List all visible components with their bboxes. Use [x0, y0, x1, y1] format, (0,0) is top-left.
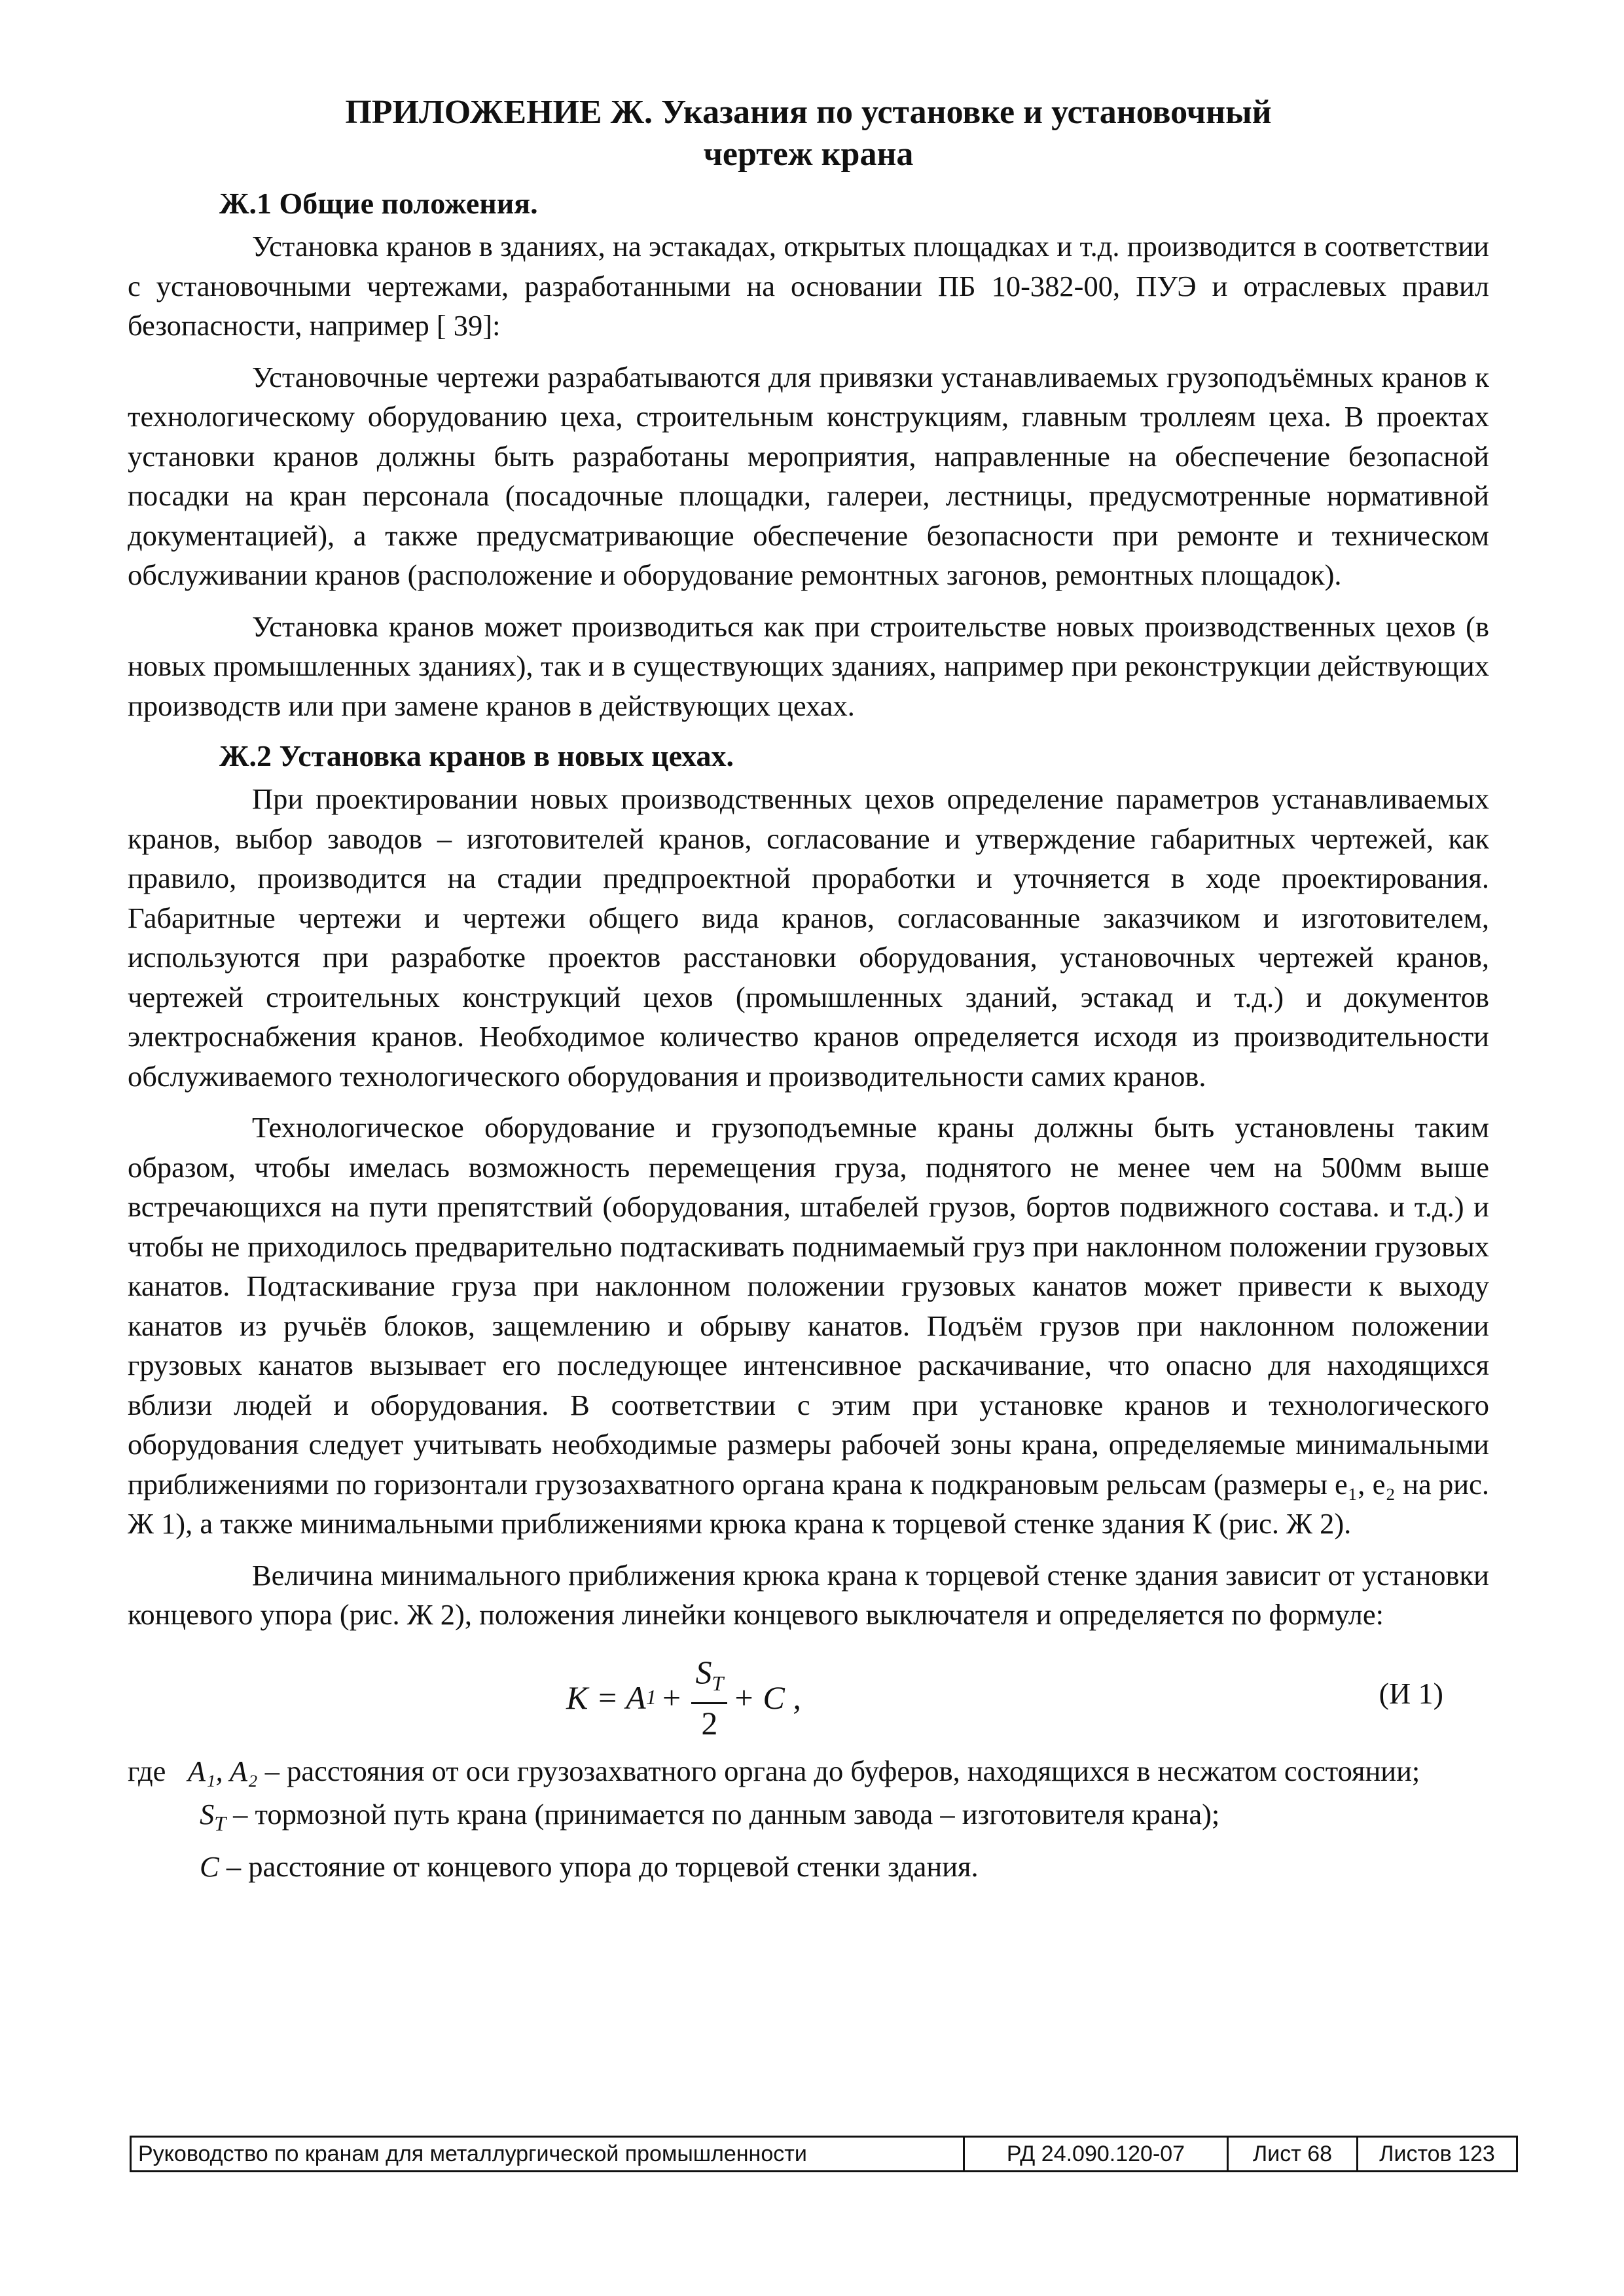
- fraction-numerator: [691, 1653, 727, 1704]
- definition: [200, 1847, 1489, 1887]
- equation-number: (И 1): [1379, 1676, 1443, 1710]
- def-text: – тормозной путь крана (принимается по данным завода – изготовителя крана);: [233, 1798, 1220, 1831]
- footer-sheets-total: Листов 123: [1379, 2141, 1495, 2166]
- fraction-denominator: 2: [701, 1704, 718, 1741]
- numerator-var: S: [695, 1653, 712, 1690]
- title-line-2: чертеж крана: [703, 136, 914, 173]
- def-var-sub: T: [214, 1811, 226, 1835]
- where-prefix: где: [128, 1754, 166, 1787]
- where-text: – расстояния от оси грузозахватного органа до буферов, находящихся в несжатом состоянии;: [264, 1754, 1420, 1787]
- where-vars: A₁, A₂: [187, 1754, 258, 1787]
- definition: [200, 1795, 1489, 1843]
- formula-rest: + C ,: [732, 1679, 801, 1716]
- paragraph: Установка кранов в зданиях, на эстакадах, открытых площадках и т.д. производится в соответствии с установочными чертежами, разработанными на основании ПБ 10-382-00, ПУЭ и отраслевых правил безопасности, например [ 39]:: [128, 230, 1489, 342]
- formula: [566, 1653, 801, 1742]
- footer-sheet: Лист 68: [1229, 2138, 1358, 2170]
- def-var: S: [200, 1798, 215, 1831]
- formula-plus: +: [660, 1679, 683, 1716]
- footer-stamp: [130, 2136, 1518, 2172]
- paragraph: Величина минимального приближения крюка крана к торцевой стенке здания зависит от установки концевого упора (рис. Ж 2), положения линейки концевого выключателя и определяется по формуле:: [128, 1558, 1489, 1631]
- where-clause: [128, 1751, 1489, 1791]
- formula-lhs-sub: 1: [645, 1685, 657, 1709]
- paragraph: Технологическое оборудование и грузоподъемные краны должны быть установлены таким образом, чтобы имелась возможность перемещения груза, поднятого не менее чем на 500мм выше встречающихся на пути препятствий (оборудования, штабелей грузов, бортов подвижного состава. и т.д.) и чтобы не приходилось предварительно подтаскивать поднимаемый груз при наклонном положении грузовых канатов. Подтаскивание груза при наклонном положении грузовых канатов может привести к выходу канатов из ручьёв блоков, защемлению и обрыву канатов. Подъём грузов при наклонном положении грузовых канатов вызывает его последующее интенсивное раскачивание, что опасно для находящихся вблизи людей и оборудования. В соответствии с этим при установке кранов и технологического оборудования следует учитывать необходимые размеры рабочей зоны крана, определяемые минимальными приближениями по горизонтали грузозахватного органа крана к подкрановым рельсам (размеры e₁, e₂ на рис. Ж 1), а также минимальными приближениями крюка крана к торцевой стенке здания К (рис. Ж 2).: [128, 1111, 1489, 1540]
- section-heading-2: Ж.2 Установка кранов в новых цехах.: [219, 739, 734, 773]
- section-heading-1: Ж.1 Общие положения.: [219, 187, 538, 220]
- title-line-1: ПРИЛОЖЕНИЕ Ж. Указания по установке и установочный: [345, 94, 1272, 131]
- paragraph: Установочные чертежи разрабатываются для привязки устанавливаемых грузоподъёмных кранов к технологическому оборудованию цеха, строительным конструкциям, главным троллеям цеха. В проектах установки кранов должны быть разработаны мероприятия, направленные на обеспечение безопасной посадки на кран персонала (посадочные площадки, галереи, лестницы, предусмотренные нормативной документацией), а также предусматривающие обеспечение безопасности при ремонте и техническом обслуживании кранов (расположение и оборудование ремонтных загонов, ремонтных площадок).: [128, 360, 1489, 591]
- footer-doc-title: Руководство по кранам для металлургической промышленности: [132, 2138, 965, 2170]
- def-var: C: [200, 1850, 219, 1884]
- numerator-sub: T: [712, 1671, 724, 1695]
- page-title: [128, 92, 1489, 175]
- formula-row: [128, 1647, 1489, 1745]
- formula-lhs: K = A: [566, 1679, 646, 1716]
- paragraph: При проектировании новых производственных цехов определение параметров устанавливаемых кранов, выбор заводов – изготовителей кранов, согласование и утверждение габаритных чертежей, как правило, производится на стадии предпроектной проработки и уточняется в ходе проектирования. Габаритные чертежи и чертежи общего вида кранов, согласованные заказчиком и изготовителем, используются при разработке проектов расстановки оборудования, установочных чертежей кранов, чертежей строительных конструкций цехов (промышленных зданий, эстакад и т.д.) и документов электроснабжения кранов. Необходимое количество кранов определяется исходя из производительности обслуживаемого технологического оборудования и производительности самих кранов.: [128, 782, 1489, 1093]
- formula-fraction: [691, 1653, 727, 1742]
- footer-doc-code: РД 24.090.120-07: [965, 2138, 1229, 2170]
- page-content: [128, 92, 1489, 1891]
- paragraph: Установка кранов может производиться как при строительстве новых производственных цехов (в новых промышленных зданиях), так и в существующих зданиях, например при реконструкции действующих производств или при замене кранов в действующих цехах.: [128, 610, 1489, 722]
- def-text: – расстояние от концевого упора до торцевой стенки здания.: [226, 1850, 979, 1884]
